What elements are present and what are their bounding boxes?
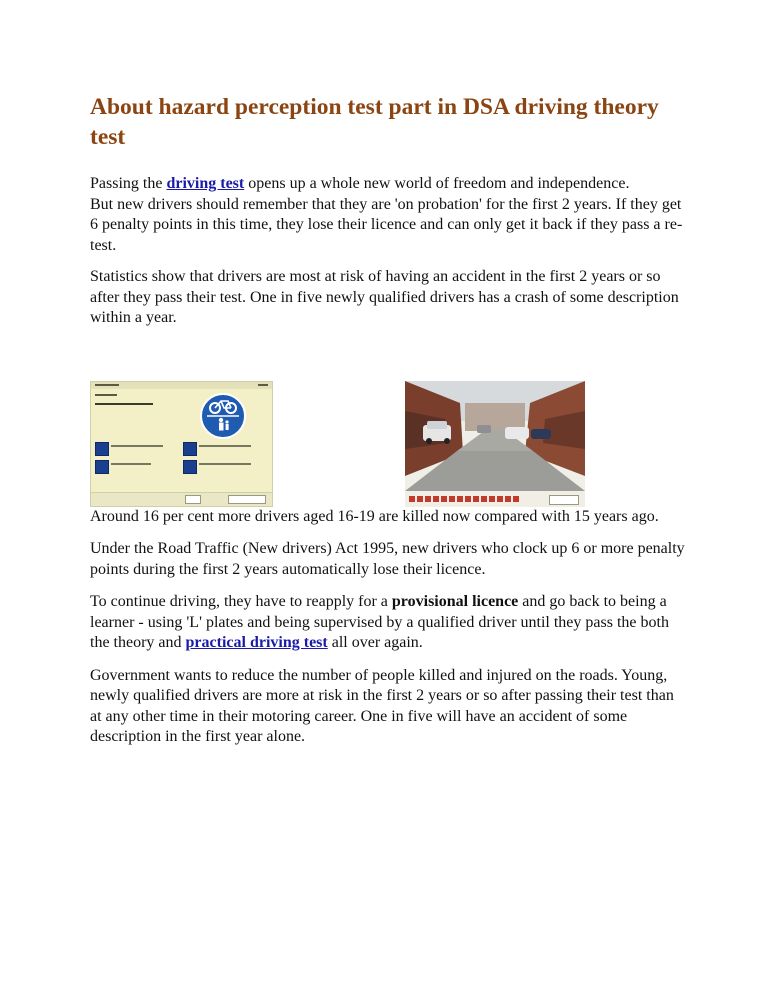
intro-paragraph: [90, 174, 686, 256]
hazard-flag: [505, 496, 511, 502]
statistics-paragraph: Statistics show that drivers are most at risk of having an accident in the first 2 years or so after they pass their test. One in five newly qualified drivers has a crash of some description within a year.: [90, 268, 679, 326]
instruction-text-line: [95, 394, 117, 396]
hazard-flag: [497, 496, 503, 502]
continue-text-end: all over again.: [327, 634, 423, 651]
hazard-flag: [417, 496, 423, 502]
cycle-route-sign-icon: [200, 393, 246, 439]
theory-test-question-screenshot: [90, 381, 273, 507]
hazard-perception-video-screenshot: [405, 381, 585, 507]
answer-box-a: [95, 442, 109, 456]
killed-statistic-paragraph: Around 16 per cent more drivers aged 16-19 are killed now compared with 15 years ago.: [90, 507, 659, 525]
hazard-flag: [473, 496, 479, 502]
provisional-licence-text: provisional licence: [391, 593, 519, 610]
next-clip-button: [549, 495, 579, 505]
continue-text-start: To continue driving, they have to reapply for a: [90, 593, 392, 610]
answer-text-d: [199, 463, 251, 465]
hazard-flag: [481, 496, 487, 502]
timer-text-line: [258, 384, 268, 386]
article: [90, 92, 686, 748]
hazard-flag: [441, 496, 447, 502]
figures-row: [90, 329, 686, 507]
answer-text-a: [111, 445, 163, 447]
hazard-flag: [465, 496, 471, 502]
hazard-flag: [409, 496, 415, 502]
hazard-flag: [513, 496, 519, 502]
intro-text-end: opens up a whole new world of freedom and independence.: [244, 175, 630, 192]
question-footer: [91, 492, 272, 506]
answer-text-c: [111, 463, 151, 465]
answer-box-c: [95, 460, 109, 474]
answer-box-b: [183, 442, 197, 456]
article-title: About hazard perception test part in DSA driving theory test: [90, 94, 659, 150]
answer-text-b: [199, 445, 251, 447]
answer-box-d: [183, 460, 197, 474]
next-question-button: [228, 495, 266, 504]
government-paragraph: Government wants to reduce the number of people killed and injured on the roads. Young, newly qualified drivers are more at risk in the first 2 years or so after passing their test than at any other time in their motoring career. One in five will have an accident of some description in the first year alone.: [90, 666, 674, 745]
hazard-flag: [425, 496, 431, 502]
title-text-line: [95, 384, 119, 386]
intro-text-start: Passing the: [90, 175, 167, 192]
driving-test-link[interactable]: driving test: [166, 175, 245, 192]
question-text-line: [95, 403, 153, 405]
continue-text-middle: and go back to being a learner - using 'L' plates and being supervised by a qualified driver until they pass the both the theory and: [90, 593, 669, 651]
continue-driving-paragraph: [90, 592, 686, 654]
hazard-flag: [457, 496, 463, 502]
hazard-flag: [449, 496, 455, 502]
road-scene-video: [405, 381, 585, 491]
hazard-flag: [489, 496, 495, 502]
probation-text: But new drivers should remember that they are 'on probation' for the first 2 years. If they get 6 penalty points in this time, they lose their licence and can only get it back if they pass a re-test.: [90, 195, 683, 254]
practical-driving-test-link[interactable]: practical driving test: [185, 634, 328, 651]
flag-button: [185, 495, 201, 504]
hazard-clicks-bar: [405, 492, 585, 507]
new-drivers-act-paragraph: Under the Road Traffic (New drivers) Act 1995, new drivers who clock up 6 or more penalty points during the first 2 years automatically lose their licence.: [90, 540, 685, 578]
hazard-flag: [433, 496, 439, 502]
